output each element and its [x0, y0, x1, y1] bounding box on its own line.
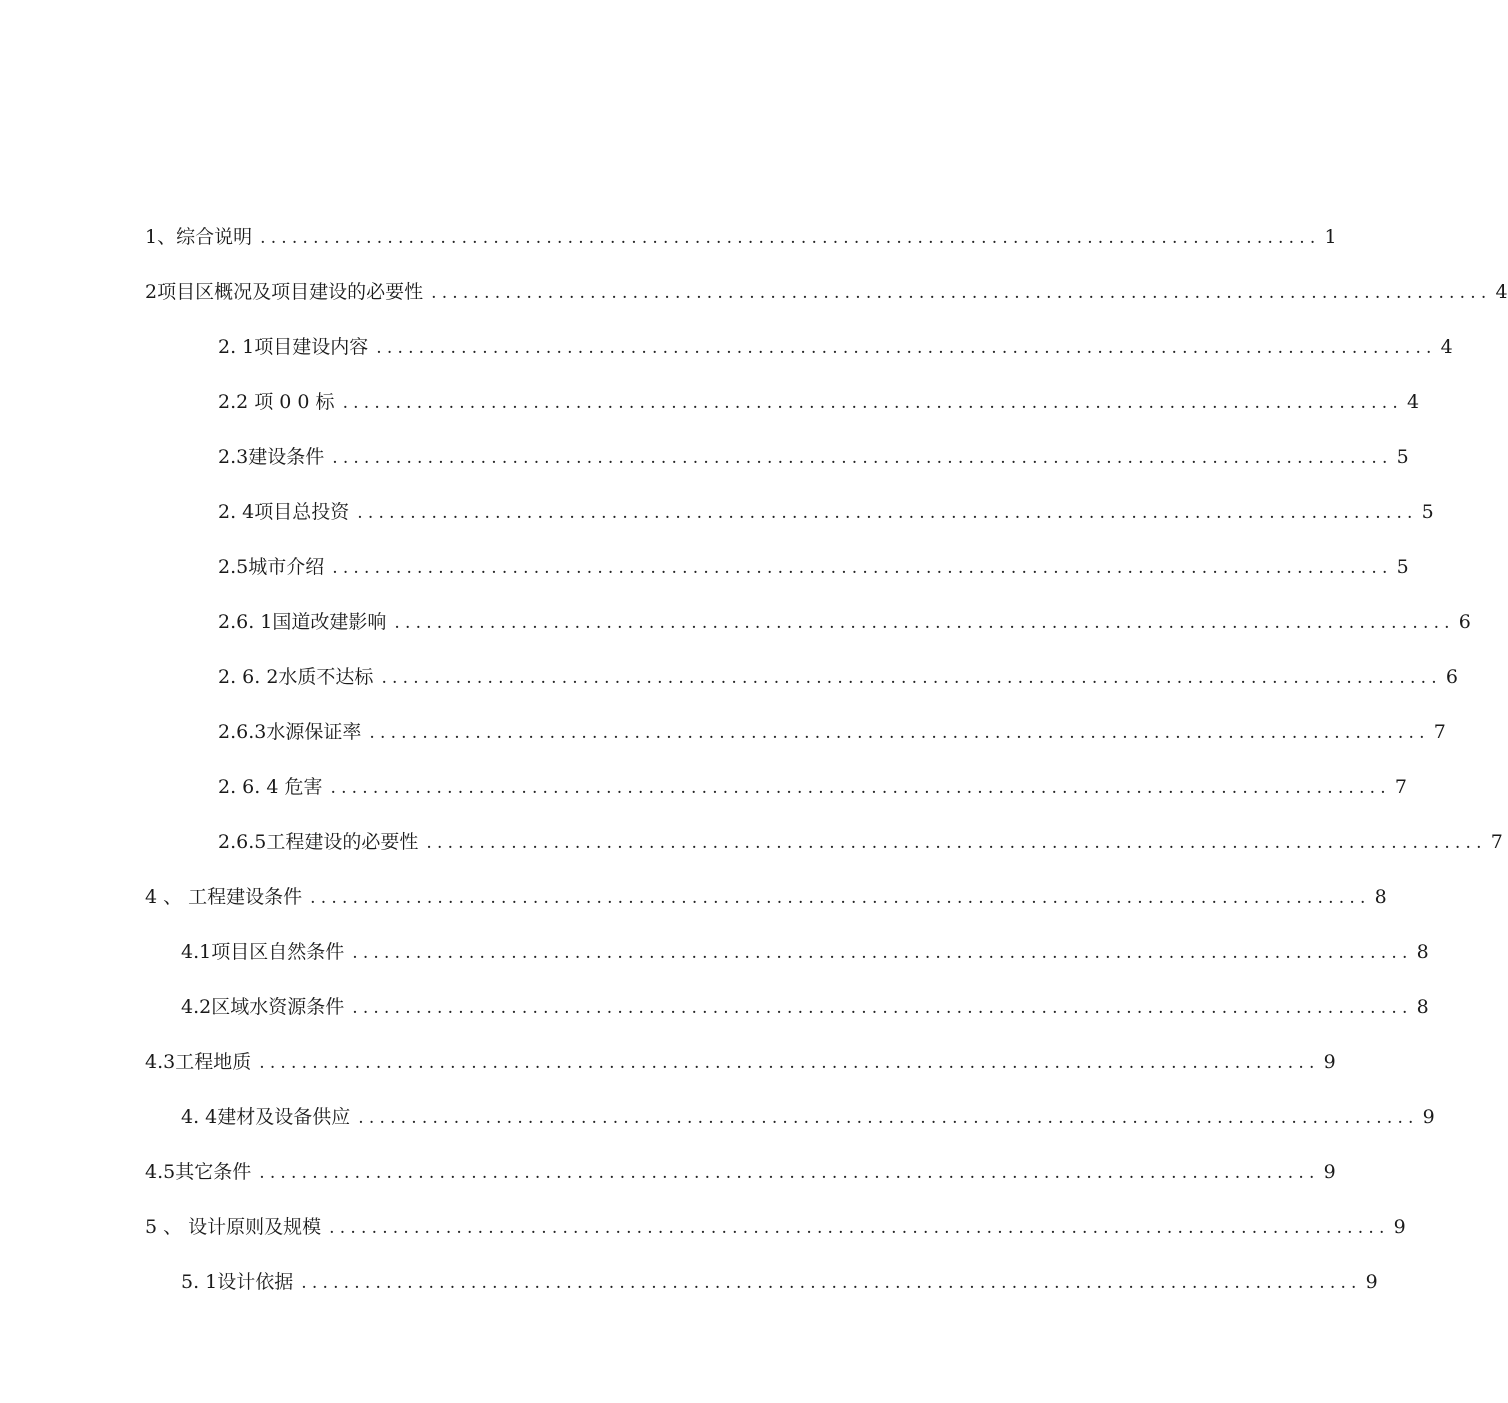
dot-leader: ....................................................................................................: [352, 943, 1413, 963]
toc-entry-page: 9: [1365, 1271, 1378, 1293]
toc-entry-page: 5: [1396, 556, 1409, 578]
toc-entry-page: 5: [1421, 501, 1434, 523]
toc-entry-label: 2.6.3水源保证率: [218, 721, 362, 743]
toc-entry-page: 9: [1323, 1051, 1336, 1073]
toc-entry-label: 2.5城市介绍: [218, 556, 325, 578]
toc-entry: [218, 827, 1503, 857]
dot-leader: ....................................................................................................: [332, 448, 1393, 468]
toc-entry-page: 5: [1396, 446, 1409, 468]
toc-entry-page: 4: [1440, 336, 1453, 358]
dot-leader: ....................................................................................................: [260, 228, 1321, 248]
dot-leader: ....................................................................................................: [358, 1108, 1419, 1128]
toc-entry-page: 8: [1416, 941, 1429, 963]
dot-leader: ....................................................................................................: [369, 723, 1430, 743]
toc-entry-label: 2项目区概况及项目建设的必要性: [145, 281, 424, 303]
dot-leader: ....................................................................................................: [342, 393, 1403, 413]
toc-entry-label: 2.3建设条件: [218, 446, 325, 468]
toc-entry: [218, 497, 1434, 527]
toc-entry-label: 4 、 工程建设条件: [145, 886, 303, 908]
dot-leader: ....................................................................................................: [431, 283, 1492, 303]
toc-entry-page: 4: [1495, 281, 1508, 303]
toc-entry-page: 6: [1458, 611, 1471, 633]
toc-entry: [145, 1157, 1336, 1187]
dot-leader: ....................................................................................................: [310, 888, 1371, 908]
toc-entry: [218, 717, 1446, 747]
toc-entry: [145, 1212, 1406, 1242]
dot-leader: ....................................................................................................: [426, 833, 1487, 853]
dot-leader: ....................................................................................................: [259, 1163, 1320, 1183]
toc-entry-page: 7: [1394, 776, 1407, 798]
toc-entry: [218, 607, 1471, 637]
toc-entry: [181, 1102, 1435, 1132]
toc-entry-page: 9: [1422, 1106, 1435, 1128]
toc-entry-label: 2. 4项目总投资: [218, 501, 350, 523]
toc-entry-label: 2.2 项 0 0 标: [218, 391, 335, 413]
toc-entry-label: 2. 6. 2水质不达标: [218, 666, 374, 688]
toc-entry-page: 8: [1374, 886, 1387, 908]
toc-entry: [145, 277, 1508, 307]
toc-entry: [145, 1047, 1336, 1077]
dot-leader: ....................................................................................................: [394, 613, 1455, 633]
toc-entry-label: 4.2区域水资源条件: [181, 996, 345, 1018]
toc-entry: [145, 222, 1337, 252]
toc-entry-page: 4: [1406, 391, 1420, 413]
dot-leader: ....................................................................................................: [381, 668, 1442, 688]
toc-entry-label: 1、综合说明: [145, 226, 253, 248]
toc-entry: [218, 442, 1409, 472]
toc-entry-label: 2. 1项目建设内容: [218, 336, 369, 358]
toc-entry-label: 5. 1设计依据: [181, 1271, 294, 1293]
toc-entry: [218, 772, 1407, 802]
toc-entry: [181, 992, 1429, 1022]
toc-entry-page: 8: [1416, 996, 1429, 1018]
toc-entry-label: 2. 6. 4 危害: [218, 776, 323, 798]
dot-leader: ....................................................................................................: [376, 338, 1437, 358]
toc-entry-page: 7: [1490, 831, 1503, 853]
toc-entry-label: 4.3工程地质: [145, 1051, 252, 1073]
toc-entry-page: 9: [1323, 1161, 1336, 1183]
dot-leader: ....................................................................................................: [357, 503, 1418, 523]
dot-leader: ....................................................................................................: [301, 1273, 1362, 1293]
dot-leader: ....................................................................................................: [329, 1218, 1390, 1238]
toc-entry-label: 5 、 设计原则及规模: [145, 1216, 322, 1238]
toc-entry-label: 4.1项目区自然条件: [181, 941, 345, 963]
toc-entry: [218, 387, 1420, 417]
toc-entry-page: 6: [1445, 666, 1458, 688]
dot-leader: ....................................................................................................: [259, 1053, 1320, 1073]
toc-entry-label: 4. 4建材及设备供应: [181, 1106, 351, 1128]
toc-entry: [145, 882, 1387, 912]
toc-entry-page: 9: [1393, 1216, 1406, 1238]
toc-entry-label: 2.6. 1国道改建影响: [218, 611, 387, 633]
toc-entry: [218, 552, 1409, 582]
toc-entry: [218, 332, 1453, 362]
dot-leader: ....................................................................................................: [330, 778, 1391, 798]
toc-entry-label: 2.6.5工程建设的必要性: [218, 831, 419, 853]
toc-entry-page: 1: [1324, 226, 1337, 248]
dot-leader: ....................................................................................................: [332, 558, 1393, 578]
toc-entry: [218, 662, 1458, 692]
toc-entry: [181, 937, 1429, 967]
dot-leader: ....................................................................................................: [352, 998, 1413, 1018]
toc-entry: [181, 1267, 1378, 1297]
toc-entry-page: 7: [1433, 721, 1446, 743]
toc-entry-label: 4.5其它条件: [145, 1161, 252, 1183]
